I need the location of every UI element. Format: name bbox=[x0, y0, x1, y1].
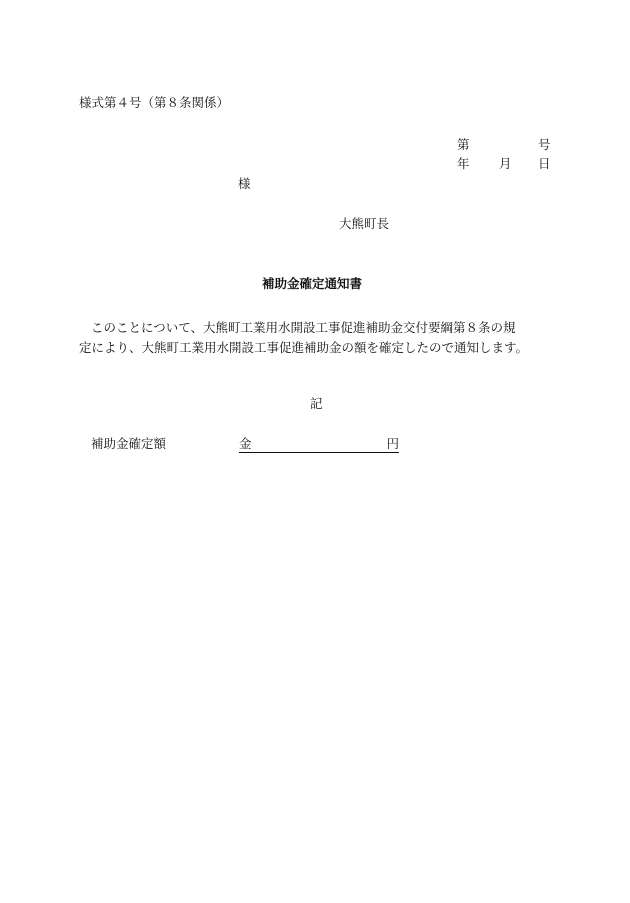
notice-body-line-2: 定により、大熊町工業用水開設工事促進補助金の額を確定したので通知します。 bbox=[79, 340, 529, 355]
document-title: 補助金確定通知書 bbox=[262, 276, 363, 291]
amount-field bbox=[239, 437, 399, 453]
number-prefix: 第 bbox=[457, 137, 470, 152]
recipient-honorific: 様 bbox=[238, 176, 251, 191]
issuer-name: 大熊町長 bbox=[339, 216, 390, 231]
notice-body-line-1: このことについて、大熊町工業用水開設工事促進補助金交付要綱第８条の規 bbox=[91, 320, 516, 335]
ki-heading: 記 bbox=[310, 396, 323, 411]
notice-body bbox=[79, 318, 553, 358]
date-month-label: 月 bbox=[499, 156, 512, 171]
amount-label: 補助金確定額 bbox=[91, 436, 167, 451]
amount-suffix: 円 bbox=[386, 436, 399, 451]
form-reference: 様式第４号（第８条関係） bbox=[79, 95, 230, 110]
amount-prefix: 金 bbox=[239, 436, 252, 451]
number-suffix: 号 bbox=[538, 137, 551, 152]
date-day-label: 日 bbox=[538, 156, 551, 171]
date-year-label: 年 bbox=[457, 156, 470, 171]
